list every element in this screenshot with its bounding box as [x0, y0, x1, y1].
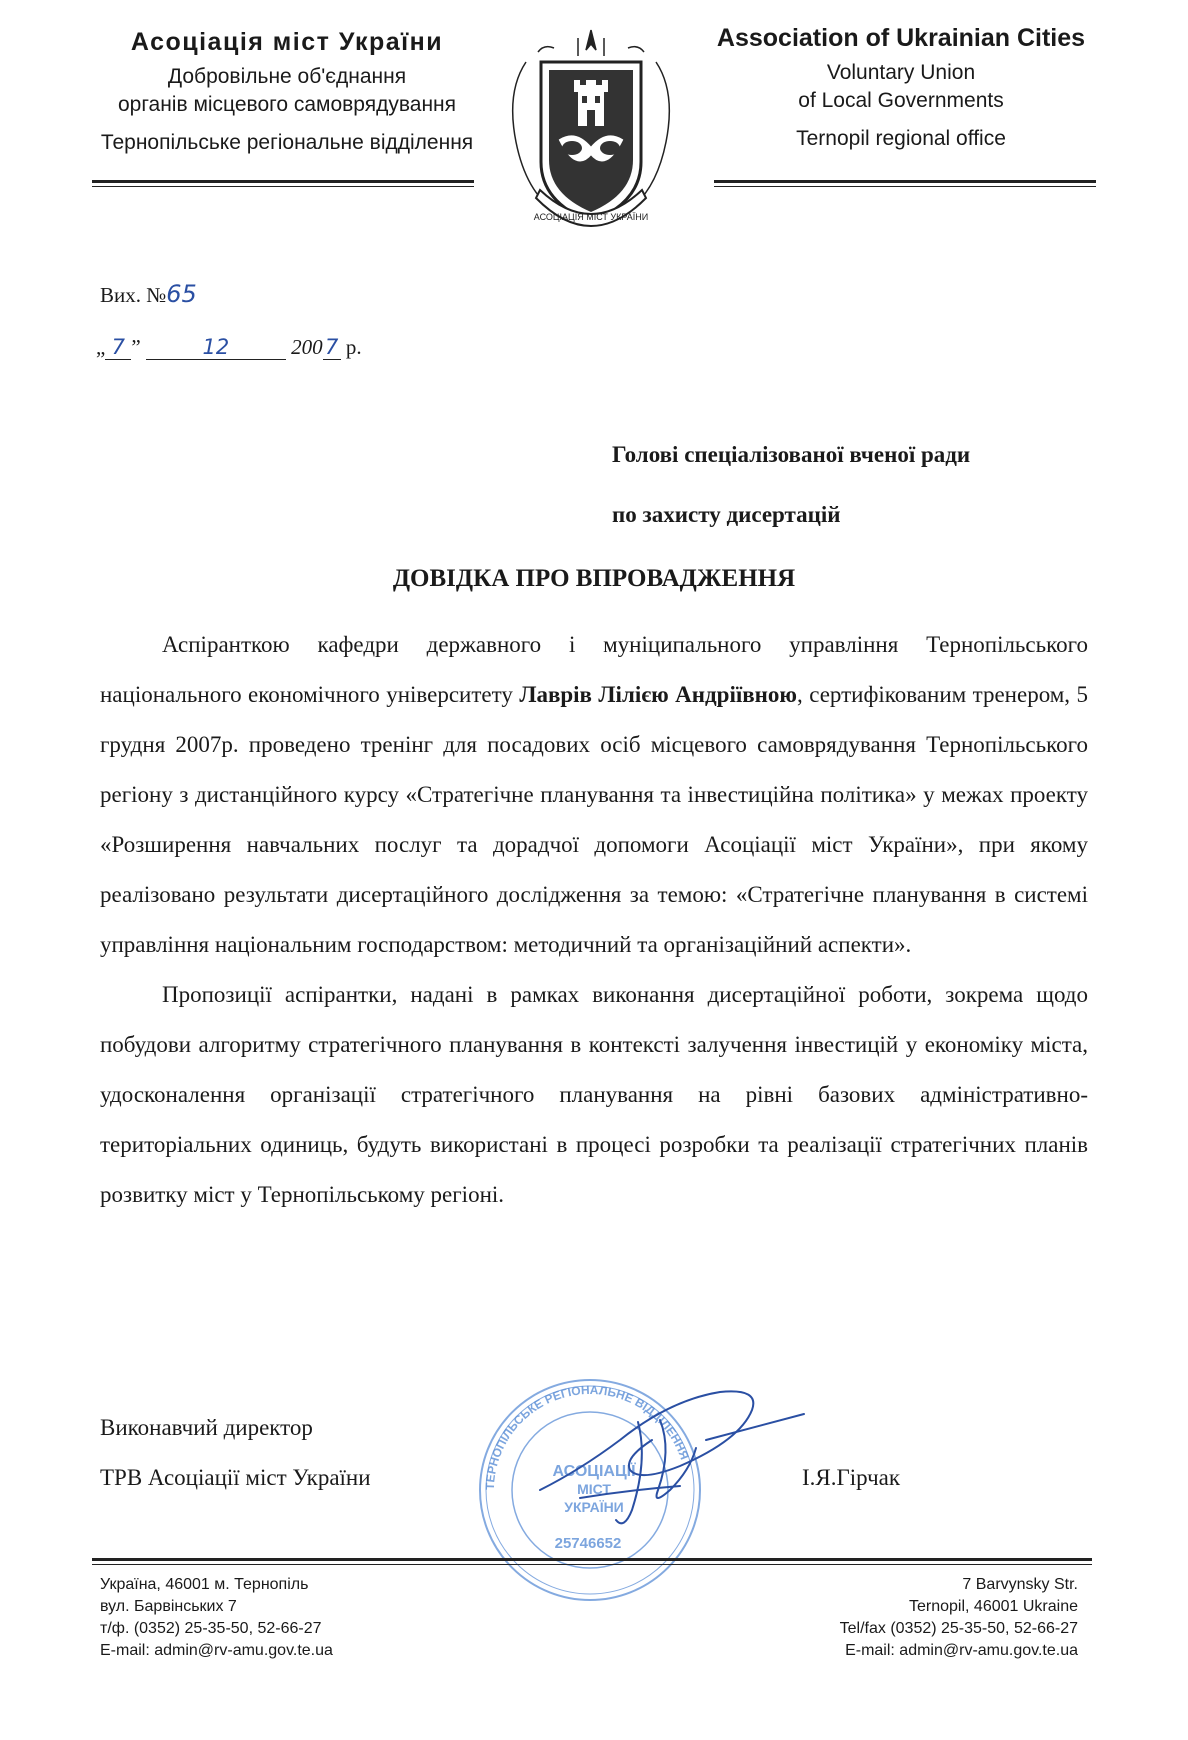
- footer-rule-thin: [92, 1564, 1092, 1565]
- footer-ua-email: E-mail: admin@rv-amu.gov.te.ua: [100, 1642, 333, 1659]
- association-emblem: [486, 22, 696, 248]
- footer-ua-line2: вул. Барвінських 7: [100, 1598, 237, 1615]
- letterhead-ua: [92, 28, 482, 155]
- paragraph-2: Пропозиції аспірантки, надані в рамках виконання дисертаційної роботи, зокрема щодо побудови алгоритму стратегічного планування в контексті залучення інвестицій у економіку міста, удосконалення організації стратегічного планування на рівні базових адміністративно-територіальних одиниць, будуть використані в процесі розробки та реалізації стратегічних планів розвитку міст у Тернопільському регіоні.: [100, 982, 1088, 1207]
- signatory-name: І.Я.Гірчак: [802, 1465, 901, 1490]
- stamp-ring-text: ТЕРНОПІЛЬСЬКЕ РЕГІОНАЛЬНЕ ВІДДІЛЕННЯ: [482, 1382, 692, 1491]
- footer-address-ua: [100, 1574, 333, 1662]
- union-ua-line2: органів місцевого самоврядування: [117, 93, 457, 116]
- header-rule-right-thin: [714, 186, 1096, 187]
- union-en: [706, 59, 1096, 115]
- date-quote-open: „: [96, 335, 106, 359]
- position-line1: Виконавчий директор: [100, 1415, 313, 1440]
- date-line: [96, 335, 362, 360]
- stamp-code: 25746652: [554, 1535, 622, 1552]
- footer-en-phone: Tel/fax (0352) 25-35-50, 52-66-27: [839, 1620, 1078, 1637]
- footer-en-email: E-mail: admin@rv-amu.gov.te.ua: [845, 1642, 1078, 1659]
- footer-rule: [92, 1558, 1092, 1561]
- stamp-center-line1: АСОЦІАЦІЇ: [552, 1463, 636, 1480]
- union-ua-line1: Добровільне об'єднання: [167, 65, 407, 88]
- footer-address-en: [840, 1574, 1078, 1662]
- header-rule-left: [92, 180, 474, 183]
- header-rule-left-thin: [92, 186, 474, 187]
- date-year-prefix: 200: [291, 335, 323, 359]
- outgoing-label: Вих. №: [100, 283, 167, 307]
- union-ua: [92, 63, 482, 119]
- footer-ua-line1: Україна, 46001 м. Тернопіль: [100, 1576, 309, 1593]
- header-rule-right: [714, 180, 1096, 183]
- letterhead-en: [706, 24, 1096, 151]
- date-month: 12: [146, 335, 286, 360]
- aspirant-name: Лаврів Лілією Андріївною: [519, 682, 798, 707]
- stamp-center-line3: УКРАЇНИ: [564, 1499, 624, 1515]
- signatory-position: [100, 1403, 371, 1503]
- handwritten-signature: [520, 1370, 810, 1540]
- union-en-line2: of Local Governments: [798, 89, 1004, 112]
- footer-ua-phone: т/ф. (0352) 25-35-50, 52-66-27: [100, 1620, 322, 1637]
- footer-en-line2: Ternopil, 46001 Ukraine: [909, 1598, 1078, 1615]
- paragraph-1-start: Аспіранткою кафедри державного і муніципального управління Тернопільського національного економічного університету: [100, 632, 1088, 707]
- org-name-ua: Асоціація міст України: [130, 28, 444, 56]
- footer-en-line1: 7 Barvynsky Str.: [962, 1576, 1078, 1593]
- date-quote-close: ”: [131, 335, 141, 359]
- date-day: 7: [105, 335, 131, 360]
- document-title: ДОВІДКА ПРО ВПРОВАДЖЕННЯ: [392, 565, 796, 592]
- office-en: Ternopil regional office: [796, 127, 1006, 150]
- outgoing-number: [100, 280, 197, 308]
- date-year-suffix: р.: [340, 335, 362, 359]
- addressee: [612, 425, 970, 545]
- union-en-line1: Voluntary Union: [826, 61, 976, 84]
- stamp-center-line2: МІСТ: [577, 1481, 611, 1497]
- date-year-digit: 7: [323, 335, 341, 360]
- org-name-en: Association of Ukrainian Cities: [716, 24, 1086, 52]
- addressee-line1: Голові спеціалізованої вченої ради: [612, 442, 971, 467]
- outgoing-number-value: 65: [166, 280, 197, 308]
- paragraph-1: [100, 620, 1088, 970]
- document-body: [100, 620, 1088, 1220]
- office-ua: Тернопільське регіональне відділення: [100, 131, 474, 154]
- paragraph-1-end: , сертифікованим тренером, 5 грудня 2007р. проведено тренінг для посадових осіб місцевого самоврядування Тернопільського регіону з дистанційного курсу «Стратегічне планування та інвестиційна політика» у межах проекту «Розширення навчальних послуг та дорадчої допомоги Асоціації міст України», при якому реалізовано результати дисертаційного дослідження за темою: «Стратегічне планування в системі управління національним господарством: методичний та організаційний аспекти».: [100, 682, 1088, 957]
- addressee-line2: по захисту дисертацій: [612, 502, 841, 527]
- emblem-text: АСОЦІАЦІЯ МІСТ УКРАЇНИ: [533, 212, 649, 222]
- position-line2: ТРВ Асоціації міст України: [100, 1465, 371, 1490]
